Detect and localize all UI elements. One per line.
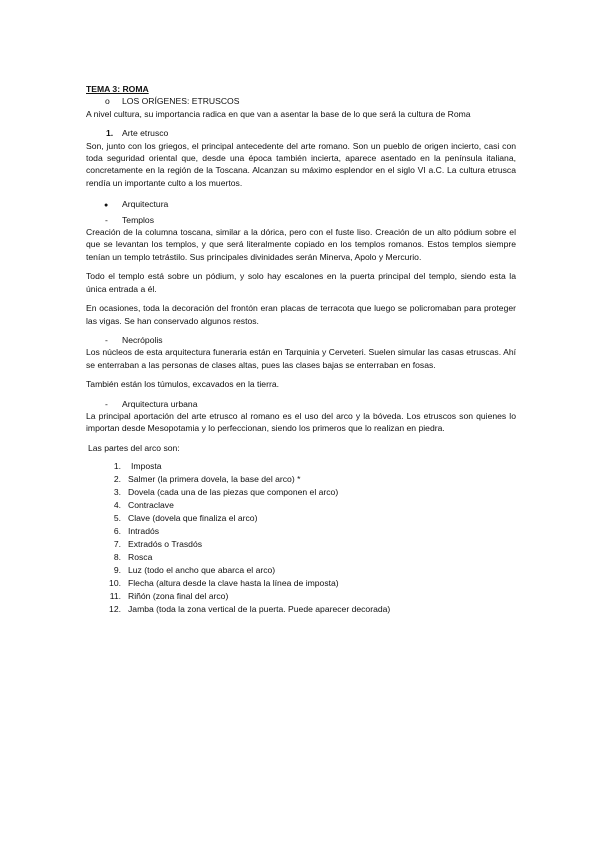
arch-parts-list xyxy=(86,460,516,616)
temples-paragraph-3: En ocasiones, toda la decoración del frontón eran placas de terracota que luego se policromaban para proteger las vigas. Se han conservado algunos restos. xyxy=(86,303,516,326)
subsection-heading-architecture xyxy=(86,198,516,212)
section-heading-text: LOS ORÍGENES: ETRUSCOS xyxy=(122,96,240,107)
number-marker: 1. xyxy=(106,128,114,139)
list-item: 9. Luz (todo el ancho que abarca el arco) xyxy=(113,565,276,576)
list-item: 1. Imposta xyxy=(113,461,162,472)
section-heading-origins xyxy=(86,95,516,107)
list-item: 12. Jamba (toda la zona vertical de la puerta. Puede aparecer decorada) xyxy=(109,604,391,615)
section-heading-text: Arte etrusco xyxy=(122,128,169,139)
bullet-icon: ● xyxy=(104,202,109,210)
dash-marker: - xyxy=(105,334,108,345)
arch-parts-intro: Las partes del arco son: xyxy=(88,442,180,453)
subsection-heading-text: Necrópolis xyxy=(122,334,163,345)
list-item: 3. Dovela (cada una de las piezas que componen el arco) xyxy=(113,487,339,498)
necropolis-paragraph-2: También están los túmulos, excavados en la tierra. xyxy=(86,379,279,390)
dash-marker: - xyxy=(105,398,108,409)
temples-paragraph-1: Creación de la columna toscana, similar a la dórica, pero con el fuste liso. Creación de un alto pódium sobre el que se levantan los templos, y que será literalmente copiado en los templos romanos. Estos templos siempre tenían un templo tetrástilo. Sus principales divinidades serán Minerva, Apolo y Mercurio. xyxy=(86,227,516,262)
subsection-heading-temples xyxy=(86,214,516,226)
list-item: 8. Rosca xyxy=(113,552,153,563)
subsection-heading-text: Arquitectura xyxy=(122,199,169,210)
subsection-heading-text: Templos xyxy=(122,214,154,225)
list-item: 11. Riñón (zona final del arco) xyxy=(109,591,229,602)
list-item: 4. Contraclave xyxy=(113,500,174,511)
list-item: 5. Clave (dovela que finaliza el arco) xyxy=(113,513,258,524)
section-heading-art xyxy=(86,127,516,139)
list-item: 7. Extradós o Trasdós xyxy=(113,539,203,550)
document-body xyxy=(86,83,516,616)
urban-paragraph: La principal aportación del arte etrusco al romano es el uso del arco y la bóveda. Los etruscos son quienes lo importan desde Mesopotamia y lo perfeccionan, siendo los primeros que lo realizan en piedra. xyxy=(86,410,516,434)
art-paragraph: Son, junto con los griegos, el principal antecedente del arte romano. Son un pueblo de origen incierto, casi con toda seguridad oriental que, desde una época también incierta, aparece asentado en la península italiana, concretamente en la región de la Toscana. Alcanzan su máximo esplendor en el siglo VI a.C. La cultura etrusca rendía un importante culto a los muertos. xyxy=(86,140,516,188)
page-title: TEMA 3: ROMA xyxy=(86,84,149,94)
subsection-heading-urban xyxy=(86,398,516,410)
list-item: 2. Salmer (la primera dovela, la base del arco) * xyxy=(113,474,301,485)
circle-bullet-marker: o xyxy=(105,96,110,107)
list-item: 10. Flecha (altura desde la clave hasta la línea de imposta) xyxy=(109,578,339,589)
dash-marker: - xyxy=(105,214,108,225)
intro-paragraph: A nivel cultura, su importancia radica en que van a asentar la base de lo que será la cultura de Roma xyxy=(86,108,471,119)
temples-paragraph-2: Todo el templo está sobre un pódium, y solo hay escalones en la puerta principal del templo, siendo esta la única entrada a él. xyxy=(86,271,516,294)
list-item: 6. Intradós xyxy=(113,526,160,537)
subsection-heading-text: Arquitectura urbana xyxy=(122,398,198,409)
necropolis-paragraph-1: Los núcleos de esta arquitectura funeraria están en Tarquinia y Cerveteri. Suelen simular las casas etruscas. Ahí se enterraban a las personas de clases altas, pues las clases bajas se enterraban en fosas. xyxy=(86,347,516,370)
subsection-heading-necropolis xyxy=(86,334,516,346)
